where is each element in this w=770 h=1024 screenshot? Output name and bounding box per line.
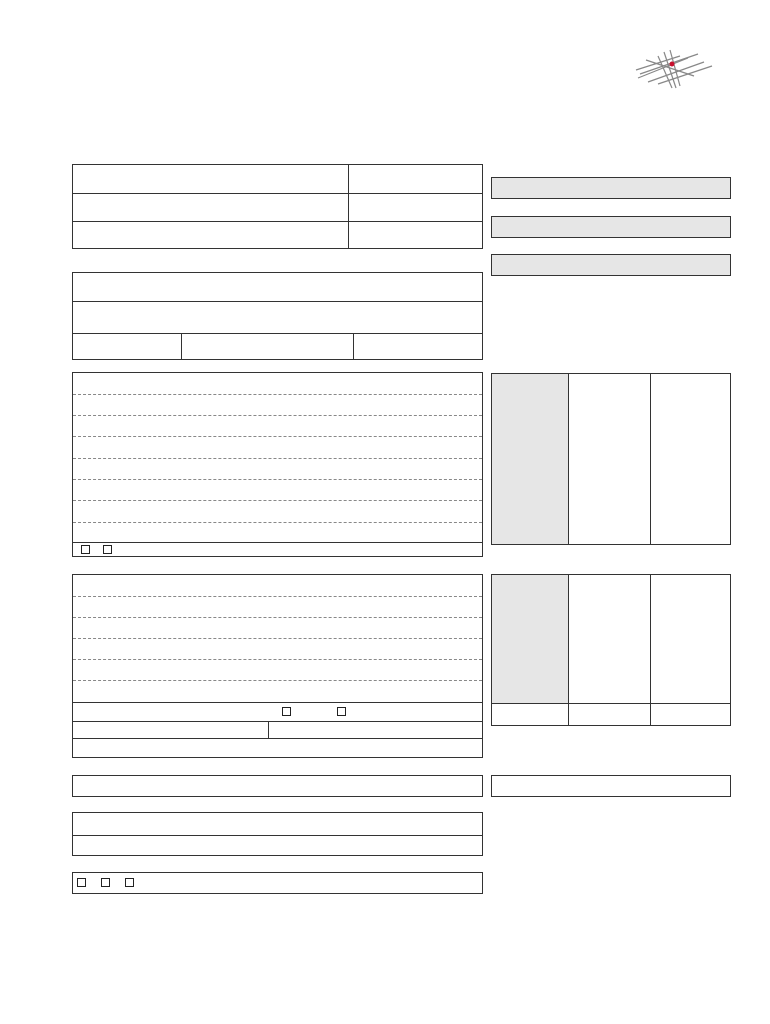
sound-yes-checkbox[interactable]: [282, 707, 291, 716]
suisa-logo-icon: [628, 48, 724, 90]
jointly-created-row: [77, 545, 116, 557]
place-date-field[interactable]: [491, 775, 731, 797]
applicant-box: [72, 164, 483, 249]
author-box: [72, 372, 483, 557]
enclosure-options: [77, 878, 138, 890]
arrangement-field[interactable]: [491, 254, 731, 276]
performer-box[interactable]: [72, 775, 483, 797]
sound-no-checkbox[interactable]: [337, 707, 346, 716]
contract-checkbox[interactable]: [77, 878, 86, 887]
publisher-box: [72, 574, 483, 758]
genre-box: [72, 812, 483, 856]
jointly-yes-checkbox[interactable]: [81, 545, 90, 554]
jointly-no-checkbox[interactable]: [103, 545, 112, 554]
sound-yes: [282, 707, 295, 719]
work-number-field[interactable]: [491, 177, 731, 199]
title-box: [72, 272, 483, 360]
other-documents-checkbox[interactable]: [125, 878, 134, 887]
sound-no: [337, 707, 350, 719]
authorisation-checkbox[interactable]: [101, 878, 110, 887]
date-reg-field[interactable]: [491, 216, 731, 238]
